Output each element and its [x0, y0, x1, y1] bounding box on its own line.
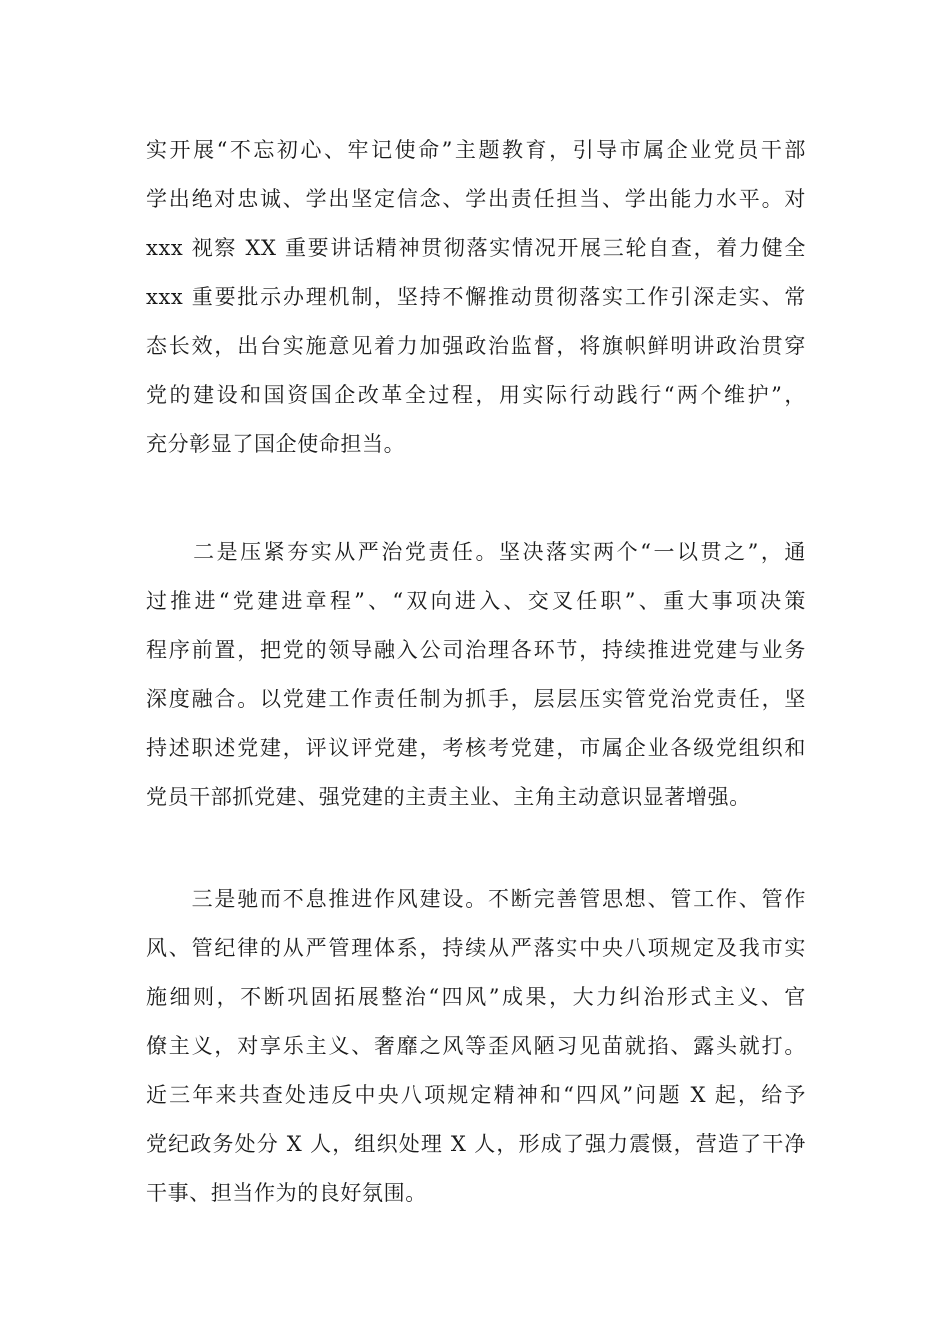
text-line: 党纪政务处分 X 人，组织处理 X 人，形成了强力震慑，营造了干净: [146, 1132, 806, 1156]
text-line: 党的建设和国资国企改革全过程，用实际行动践行“两个维护”，: [146, 383, 806, 407]
text-line: 僚主义，对享乐主义、奢靡之风等歪风陋习见苗就掐、露头就打。: [146, 1034, 806, 1058]
text-line: 实开展“不忘初心、牢记使命”主题教育，引导市属企业党员干部: [146, 138, 806, 162]
text-line: 三是驰而不息推进作风建设。不断完善管思想、管工作、管作: [146, 887, 806, 911]
text-line: 深度融合。以党建工作责任制为抓手，层层压实管党治党责任，坚: [146, 687, 806, 711]
text-line: xxx 视察 XX 重要讲话精神贯彻落实情况开展三轮自查，着力健全: [146, 236, 806, 260]
text-line: 党员干部抓党建、强党建的主责主业、主角主动意识显著增强。: [146, 785, 751, 809]
text-line: 近三年来共查处违反中央八项规定精神和“四风”问题 X 起，给予: [146, 1083, 806, 1107]
text-line: 持述职述党建，评议评党建，考核考党建，市属企业各级党组织和: [146, 736, 806, 760]
text-line: 风、管纪律的从严管理体系，持续从严落实中央八项规定及我市实: [146, 936, 806, 960]
text-line: 程序前置，把党的领导融入公司治理各环节，持续推进党建与业务: [146, 638, 806, 662]
text-line: 充分彰显了国企使命担当。: [146, 432, 406, 456]
text-line: xxx 重要批示办理机制，坚持不懈推动贯彻落实工作引深走实、常: [146, 285, 806, 309]
text-line: 过推进“党建进章程”、“双向进入、交叉任职”、重大事项决策: [146, 589, 806, 613]
text-line: 二是压紧夯实从严治党责任。坚决落实两个“一以贯之”，通: [146, 540, 806, 564]
text-line: 学出绝对忠诚、学出坚定信念、学出责任担当、学出能力水平。对: [146, 187, 806, 211]
text-line: 施细则，不断巩固拓展整治“四风”成果，大力纠治形式主义、官: [146, 985, 806, 1009]
text-line: 态长效，出台实施意见着力加强政治监督，将旗帜鲜明讲政治贯穿: [146, 334, 806, 358]
text-line: 干事、担当作为的良好氛围。: [146, 1181, 427, 1205]
